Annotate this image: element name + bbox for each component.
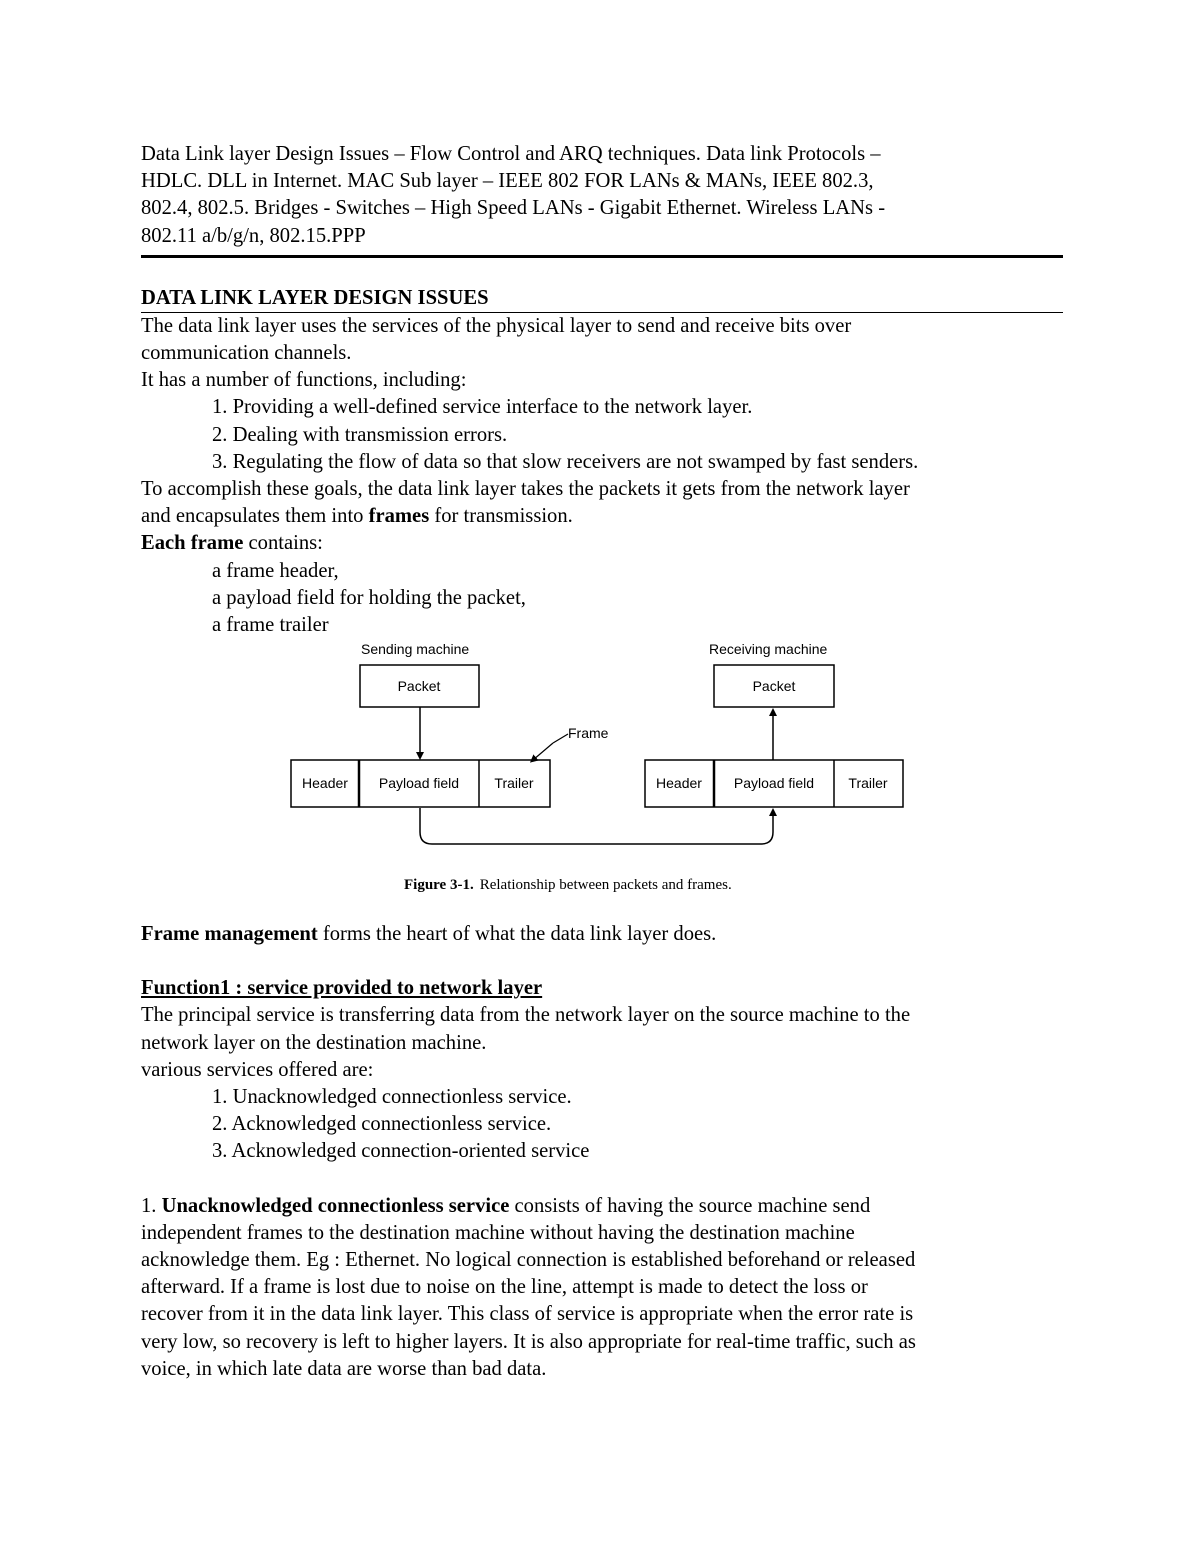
service-item: 2. Acknowledged connectionless service. — [212, 1113, 552, 1136]
frame-part: a frame trailer — [212, 614, 329, 637]
para-line: The data link layer uses the services of the physical layer to send and receive bits over — [141, 314, 852, 337]
receiving-machine-label: Receiving machine — [709, 641, 828, 657]
section-heading: DATA LINK LAYER DESIGN ISSUES — [141, 285, 1063, 313]
sending-payload-label: Payload field — [378, 775, 460, 791]
unack-first-line — [141, 1193, 1063, 1220]
frame-management-term: Frame management — [141, 923, 318, 945]
figure-caption — [404, 877, 732, 893]
service-item: 1. Unacknowledged connectionless service. — [212, 1086, 572, 1109]
transfer-path — [420, 808, 773, 844]
goals-text: for transmission. — [429, 505, 573, 528]
figure-packets-frames — [141, 640, 1063, 905]
frame-management-text: forms the heart of what the data link layer does. — [317, 923, 717, 945]
each-frame-term: Each frame — [141, 532, 244, 555]
sending-header-label: Header — [302, 775, 348, 791]
syllabus-intro — [141, 141, 1063, 258]
unack-line: recover from it in the data link layer. This class of service is appropriate when the error rate is — [141, 1303, 914, 1326]
receiving-header-label: Header — [656, 775, 702, 791]
frame-pointer — [553, 734, 568, 743]
frame-part: a frame header, — [212, 559, 339, 582]
sending-packet-label: Packet — [397, 678, 441, 694]
unack-term: Unacknowledged connectionless service — [161, 1194, 510, 1217]
frame-pointer — [533, 743, 553, 760]
document-page — [141, 141, 1063, 1380]
goals-text: and encapsulates them into — [141, 505, 369, 528]
intro-line: 802.4, 802.5. Bridges - Switches – High Speed LANs - Gigabit Ethernet. Wireless LANs - — [141, 197, 886, 220]
intro-line: 802.11 a/b/g/n, 802.15.PPP — [141, 224, 366, 247]
body-after-figure — [141, 921, 1063, 1383]
services-intro: various services offered are: — [141, 1058, 374, 1081]
each-frame-line — [141, 530, 1063, 557]
para-line: communication channels. — [141, 342, 352, 365]
function-item: 1. Providing a well-defined service interface to the network layer. — [212, 396, 753, 419]
frame-diagram — [141, 640, 1063, 905]
sending-machine-label: Sending machine — [361, 641, 470, 657]
function-item: 2. Dealing with transmission errors. — [212, 423, 508, 446]
each-frame-text: contains: — [243, 532, 323, 555]
intro-line: Data Link layer Design Issues – Flow Control and ARQ techniques. Data link Protocols – — [141, 143, 881, 165]
para-line: network layer on the destination machine. — [141, 1031, 487, 1054]
function-item: 3. Regulating the flow of data so that slow receivers are not swamped by fast senders. — [212, 450, 919, 473]
frame-label: Frame — [568, 725, 609, 741]
unack-number: 1. — [141, 1194, 162, 1217]
receiving-trailer-label: Trailer — [848, 775, 888, 791]
receiving-packet-label: Packet — [752, 678, 796, 694]
frame-part: a payload field for holding the packet, — [212, 586, 526, 609]
frames-term: frames — [368, 505, 430, 528]
unack-line: voice, in which late data are worse than bad data. — [141, 1357, 547, 1380]
unack-line: independent frames to the destination machine without having the destination machine — [141, 1221, 855, 1244]
para-line: The principal service is transferring data from the network layer on the source machine to the — [141, 1004, 911, 1027]
goals-line: To accomplish these goals, the data link layer takes the packets it gets from the network layer — [141, 478, 910, 501]
function1-heading: Function1 : service provided to network layer — [141, 977, 543, 1000]
service-item: 3. Acknowledged connection-oriented service — [212, 1140, 590, 1163]
unack-line: acknowledge them. Eg : Ethernet. No logical connection is established beforehand or released — [141, 1249, 916, 1272]
receiving-payload-label: Payload field — [733, 775, 815, 791]
functions-intro: It has a number of functions, including: — [141, 369, 467, 392]
unack-text: consists of having the source machine send — [509, 1194, 871, 1217]
unack-line: very low, so recovery is left to higher layers. It is also appropriate for real-time traffic, such as — [141, 1330, 916, 1353]
sending-trailer-label: Trailer — [494, 775, 534, 791]
unack-line: afterward. If a frame is lost due to noise on the line, attempt is made to detect the loss or — [141, 1276, 868, 1299]
caption-text: Relationship between packets and frames. — [479, 877, 732, 893]
frame-management-line — [141, 921, 1063, 948]
caption-label: Figure 3-1. — [404, 877, 474, 893]
goals-line — [141, 503, 1063, 530]
intro-line: HDLC. DLL in Internet. MAC Sub layer – IEEE 802 FOR LANs & MANs, IEEE 802.3, — [141, 170, 874, 193]
